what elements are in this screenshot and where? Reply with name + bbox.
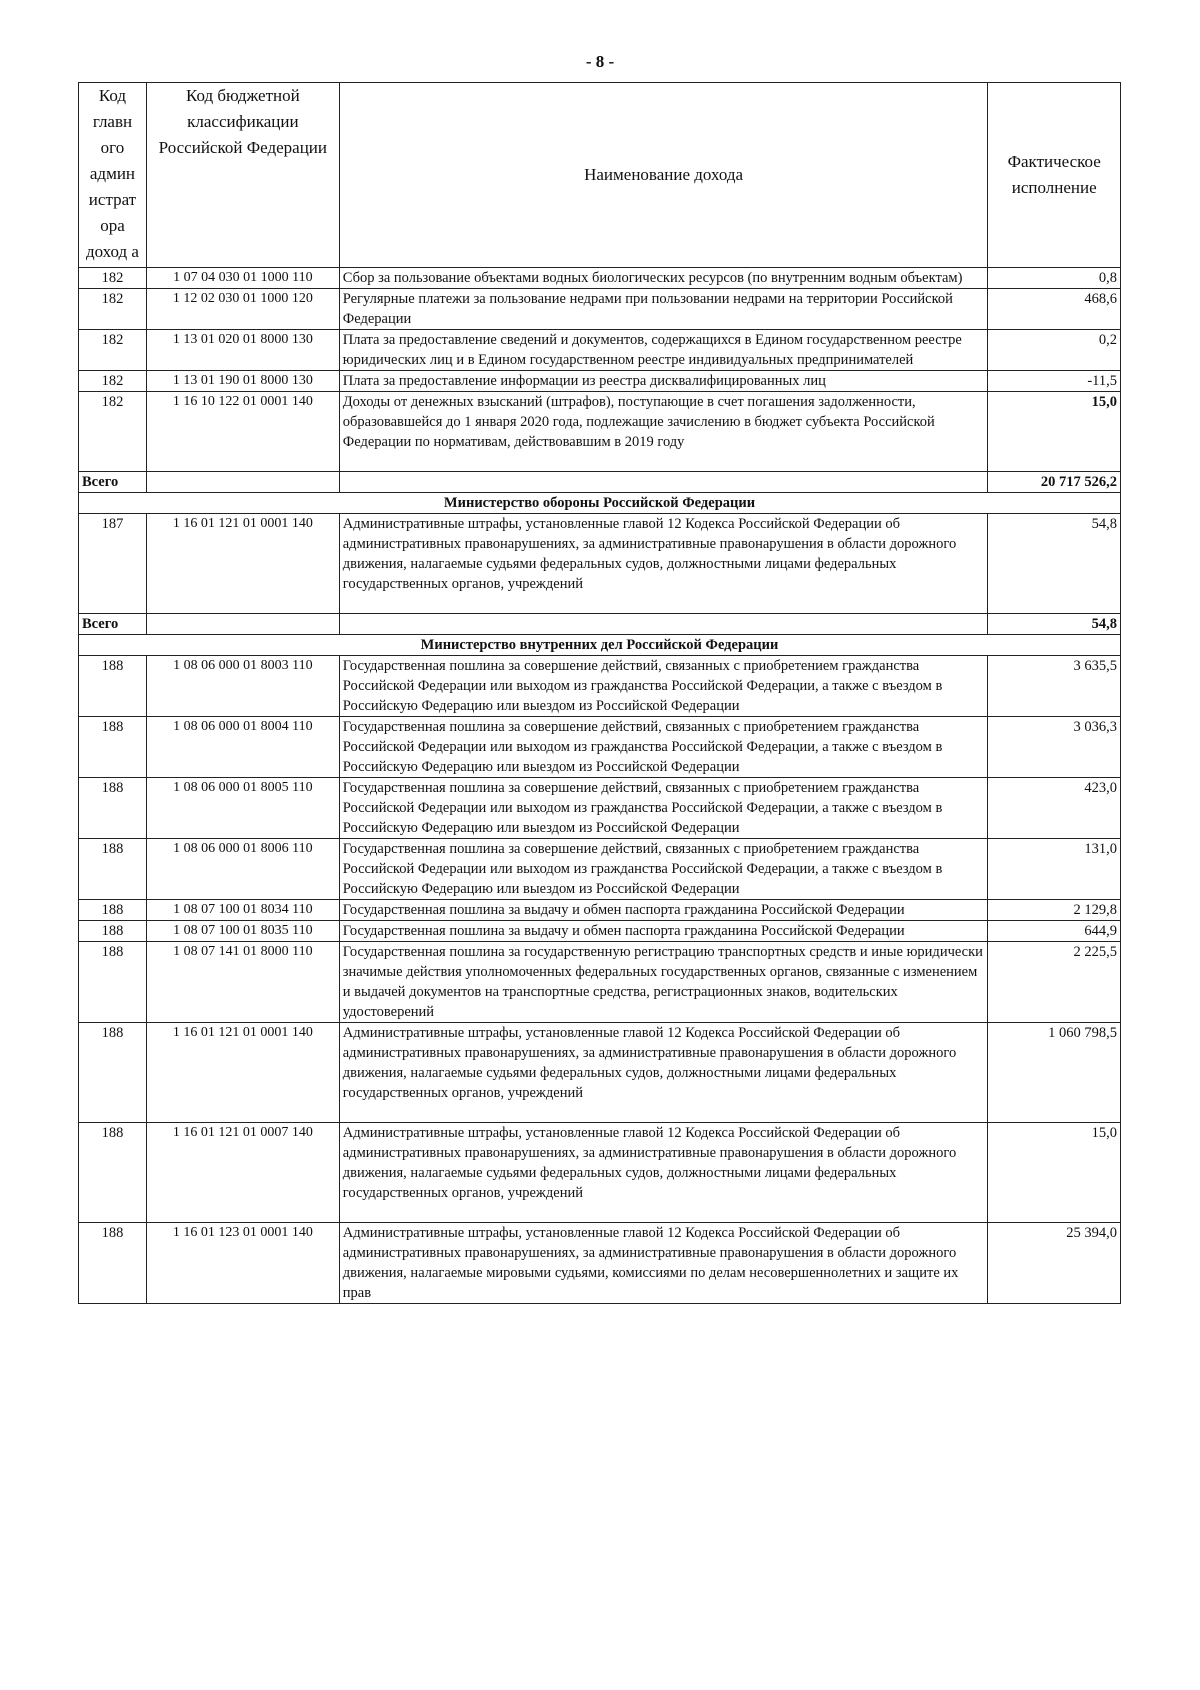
table-row: [79, 900, 1121, 921]
row-income-name: Плата за предоставление информации из реестра дисквалифицированных лиц: [339, 371, 988, 392]
page-number: - 8 -: [585, 52, 615, 71]
row-income-name: Административные штрафы, установленные главой 12 Кодекса Российской Федерации об административных правонарушениях, за административные правонарушения в области дорожного движения, налагаемые судьями федеральных судов, должностными лицами федеральных государственных органов, учреждений: [339, 514, 988, 614]
row-budget-code: 1 08 06 000 01 8005 110: [146, 778, 339, 839]
row-admin-code: 188: [79, 656, 147, 717]
table-row: [79, 392, 1121, 472]
row-budget-code: 1 13 01 190 01 8000 130: [146, 371, 339, 392]
table-row: [79, 921, 1121, 942]
row-admin-code: 187: [79, 514, 147, 614]
row-amount: -11,5: [988, 371, 1121, 392]
table-row: [79, 656, 1121, 717]
total-empty-code: [146, 472, 339, 493]
row-admin-code: 182: [79, 330, 147, 371]
row-admin-code: 182: [79, 289, 147, 330]
table-row: [79, 330, 1121, 371]
row-income-name: Государственная пошлина за совершение действий, связанных с приобретением гражданства Российской Федерации или выходом из гражданства Российской Федерации, а также с въездом в Российскую Федерацию или выездом из Российской Федерации: [339, 778, 988, 839]
row-admin-code: 182: [79, 371, 147, 392]
row-admin-code: 188: [79, 839, 147, 900]
section-title: Министерство внутренних дел Российской Федерации: [79, 635, 1121, 656]
row-budget-code: 1 08 07 100 01 8035 110: [146, 921, 339, 942]
row-income-name: Регулярные платежи за пользование недрами при пользовании недрами на территории Российской Федерации: [339, 289, 988, 330]
row-income-name: Сбор за пользование объектами водных биологических ресурсов (по внутренним водным объектам): [339, 268, 988, 289]
row-amount: 25 394,0: [988, 1223, 1121, 1304]
row-amount: 54,8: [988, 514, 1121, 614]
revenue-table: [78, 82, 1121, 1304]
header-actual-amount: Фактическое исполнение: [988, 83, 1121, 268]
row-amount: 423,0: [988, 778, 1121, 839]
row-amount: 3 635,5: [988, 656, 1121, 717]
row-income-name: Государственная пошлина за государственную регистрацию транспортных средств и иные юридически значимые действия уполномоченных федеральных государственных органов, связанные с изменением и выдачей документов на транспортные средства, регистрационных знаков, водительских удостоверений: [339, 942, 988, 1023]
table-row: [79, 942, 1121, 1023]
row-amount: 468,6: [988, 289, 1121, 330]
row-amount: 15,0: [988, 1123, 1121, 1223]
row-amount: 131,0: [988, 839, 1121, 900]
row-income-name: Административные штрафы, установленные главой 12 Кодекса Российской Федерации об административных правонарушениях, за административные правонарушения в области дорожного движения, налагаемые судьями федеральных судов, должностными лицами федеральных государственных органов, учреждений: [339, 1123, 988, 1223]
row-admin-code: 188: [79, 717, 147, 778]
table-row: [79, 1023, 1121, 1123]
row-budget-code: 1 08 07 141 01 8000 110: [146, 942, 339, 1023]
row-admin-code: 188: [79, 1023, 147, 1123]
row-amount: 0,8: [988, 268, 1121, 289]
row-admin-code: 188: [79, 1123, 147, 1223]
row-budget-code: 1 12 02 030 01 1000 120: [146, 289, 339, 330]
section-header-row: [79, 635, 1121, 656]
table-header-row: [79, 83, 1121, 268]
table-row: [79, 1223, 1121, 1304]
header-admin-code: Код главн ого админ истрат ора доход а: [79, 83, 147, 268]
total-label: Всего: [79, 614, 147, 635]
row-income-name: Административные штрафы, установленные главой 12 Кодекса Российской Федерации об административных правонарушениях, за административные правонарушения в области дорожного движения, налагаемые судьями федеральных судов, должностными лицами федеральных государственных органов, учреждений: [339, 1023, 988, 1123]
row-amount: 15,0: [988, 392, 1121, 472]
row-amount: 644,9: [988, 921, 1121, 942]
row-income-name: Государственная пошлина за совершение действий, связанных с приобретением гражданства Российской Федерации или выходом из гражданства Российской Федерации, а также с въездом в Российскую Федерацию или выездом из Российской Федерации: [339, 717, 988, 778]
total-label: Всего: [79, 472, 147, 493]
row-admin-code: 188: [79, 778, 147, 839]
table-row: [79, 717, 1121, 778]
row-income-name: Доходы от денежных взысканий (штрафов), поступающие в счет погашения задолженности, образовавшейся до 1 января 2020 года, подлежащие зачислению в бюджет субъекта Российской Федерации по нормативам, действовавшим в 2019 году: [339, 392, 988, 472]
row-amount: 2 225,5: [988, 942, 1121, 1023]
row-budget-code: 1 16 10 122 01 0001 140: [146, 392, 339, 472]
row-admin-code: 182: [79, 392, 147, 472]
row-budget-code: 1 08 06 000 01 8004 110: [146, 717, 339, 778]
row-admin-code: 182: [79, 268, 147, 289]
total-amount: 20 717 526,2: [988, 472, 1121, 493]
row-income-name: Административные штрафы, установленные главой 12 Кодекса Российской Федерации об административных правонарушениях, за административные правонарушения в области дорожного движения, налагаемые мировыми судьями, комиссиями по делам несовершеннолетних и защите их прав: [339, 1223, 988, 1304]
total-amount: 54,8: [988, 614, 1121, 635]
table-row: [79, 839, 1121, 900]
row-budget-code: 1 16 01 121 01 0001 140: [146, 1023, 339, 1123]
table-row: [79, 268, 1121, 289]
row-income-name: Государственная пошлина за совершение действий, связанных с приобретением гражданства Российской Федерации или выходом из гражданства Российской Федерации, а также с въездом в Российскую Федерацию или выездом из Российской Федерации: [339, 839, 988, 900]
total-row: [79, 614, 1121, 635]
table-row: [79, 371, 1121, 392]
total-empty-code: [146, 614, 339, 635]
row-amount: 0,2: [988, 330, 1121, 371]
row-budget-code: 1 08 07 100 01 8034 110: [146, 900, 339, 921]
section-header-row: [79, 493, 1121, 514]
row-amount: 1 060 798,5: [988, 1023, 1121, 1123]
row-admin-code: 188: [79, 942, 147, 1023]
row-budget-code: 1 07 04 030 01 1000 110: [146, 268, 339, 289]
row-income-name: Плата за предоставление сведений и документов, содержащихся в Едином государственном реестре юридических лиц и в Едином государственном реестре индивидуальных предпринимателей: [339, 330, 988, 371]
row-income-name: Государственная пошлина за выдачу и обмен паспорта гражданина Российской Федерации: [339, 921, 988, 942]
header-income-name: Наименование дохода: [339, 83, 988, 268]
table-row: [79, 289, 1121, 330]
row-budget-code: 1 16 01 121 01 0001 140: [146, 514, 339, 614]
total-empty-name: [339, 614, 988, 635]
total-row: [79, 472, 1121, 493]
table-row: [79, 1123, 1121, 1223]
table-row: [79, 514, 1121, 614]
header-budget-code: Код бюджетной классификации Российской Федерации: [146, 83, 339, 268]
table-row: [79, 778, 1121, 839]
row-admin-code: 188: [79, 900, 147, 921]
row-admin-code: 188: [79, 1223, 147, 1304]
total-empty-name: [339, 472, 988, 493]
row-amount: 2 129,8: [988, 900, 1121, 921]
row-budget-code: 1 13 01 020 01 8000 130: [146, 330, 339, 371]
row-budget-code: 1 16 01 123 01 0001 140: [146, 1223, 339, 1304]
row-income-name: Государственная пошлина за выдачу и обмен паспорта гражданина Российской Федерации: [339, 900, 988, 921]
row-budget-code: 1 16 01 121 01 0007 140: [146, 1123, 339, 1223]
row-budget-code: 1 08 06 000 01 8006 110: [146, 839, 339, 900]
section-title: Министерство обороны Российской Федерации: [79, 493, 1121, 514]
row-budget-code: 1 08 06 000 01 8003 110: [146, 656, 339, 717]
row-income-name: Государственная пошлина за совершение действий, связанных с приобретением гражданства Российской Федерации или выходом из гражданства Российской Федерации, а также с въездом в Российскую Федерацию или выездом из Российской Федерации: [339, 656, 988, 717]
row-admin-code: 188: [79, 921, 147, 942]
row-amount: 3 036,3: [988, 717, 1121, 778]
